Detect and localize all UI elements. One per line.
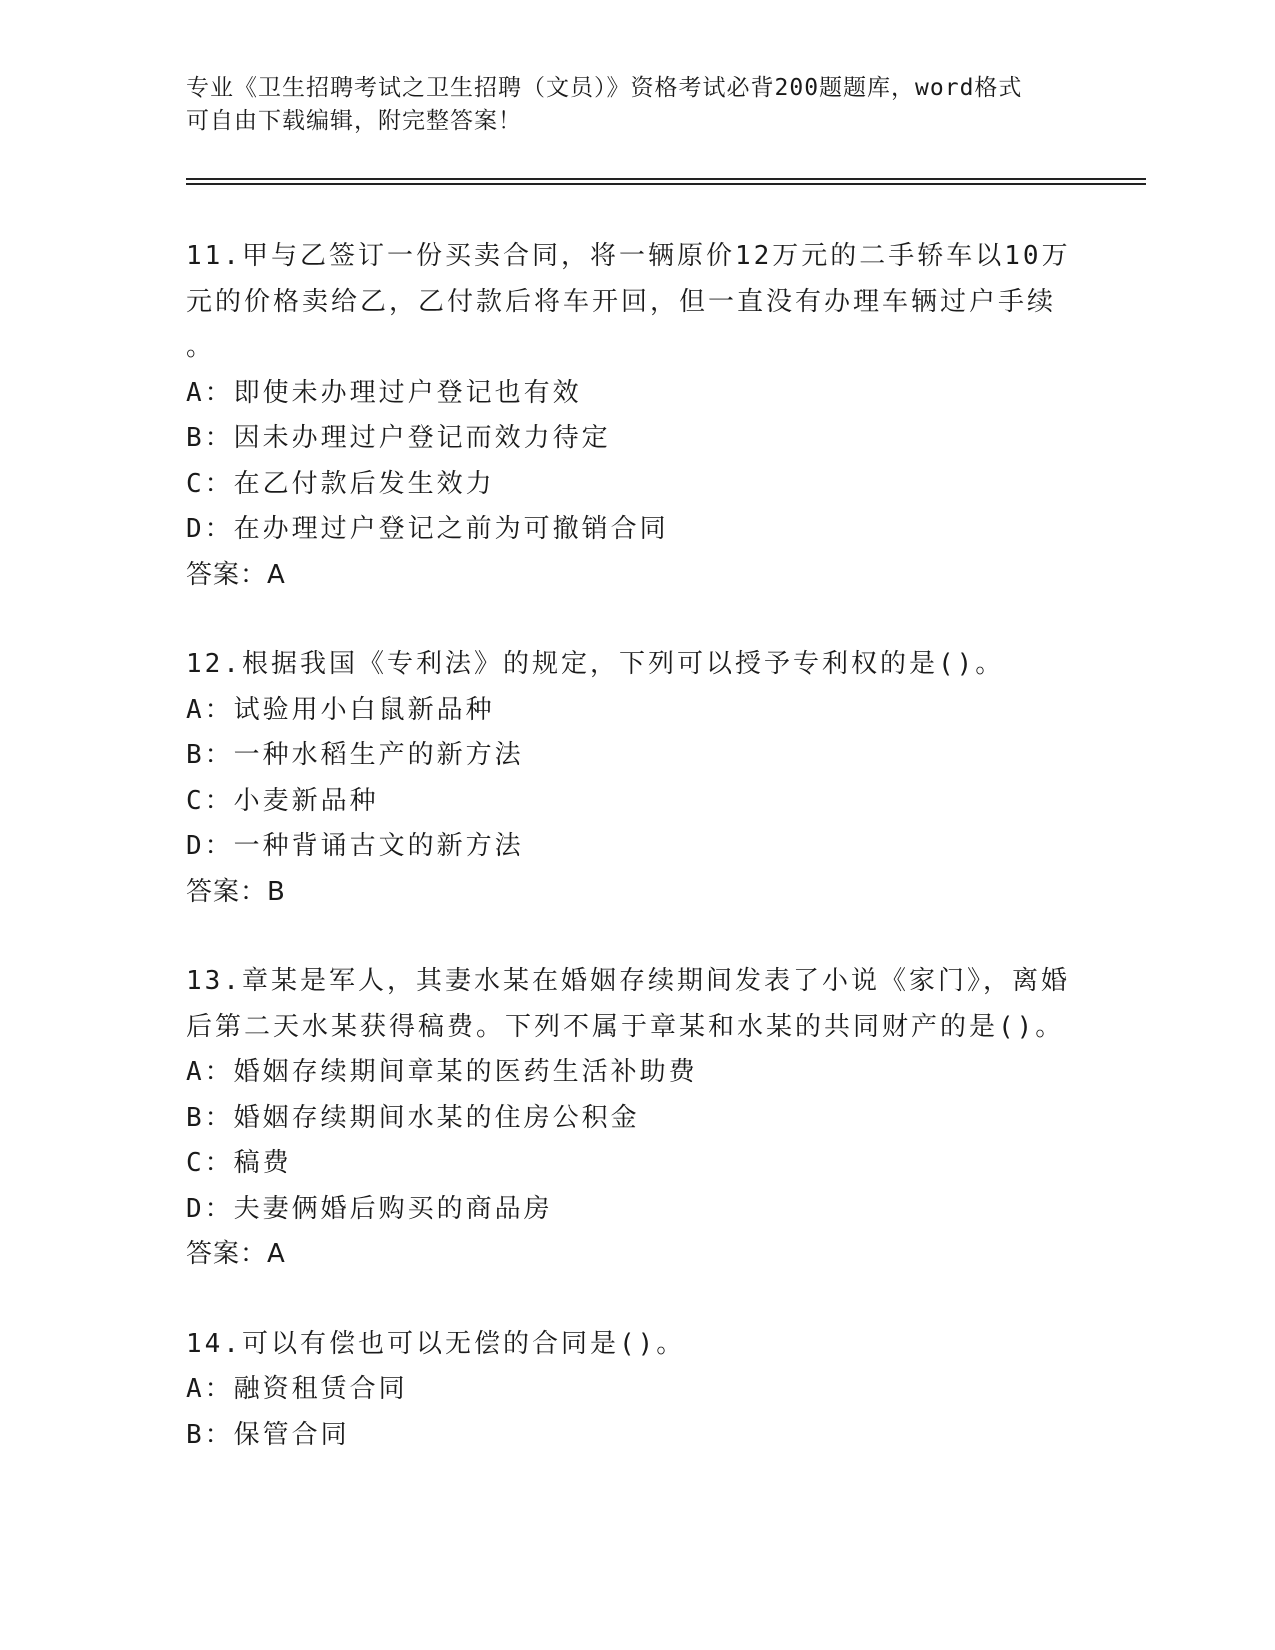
header-line-2: 可自由下载编辑，附完整答案！ <box>186 108 522 134</box>
question-11 <box>186 234 1086 598</box>
header-divider-top <box>186 178 1146 180</box>
header-divider-bottom <box>186 183 1146 185</box>
question-13 <box>186 959 1086 1278</box>
option-b: B：婚姻存续期间水某的住房公积金 <box>186 1102 640 1133</box>
question-14 <box>186 1322 1086 1459</box>
option-d: D：一种背诵古文的新方法 <box>186 831 524 861</box>
answer-label: 答案：B <box>186 876 286 907</box>
option-a: A：试验用小白鼠新品种 <box>186 694 495 725</box>
option-c: C：小麦新品种 <box>186 785 379 816</box>
question-stem-line: 14.可以有偿也可以无偿的合同是()。 <box>186 1328 686 1359</box>
question-stem-line: 11.甲与乙签订一份买卖合同，将一辆原价12万元的二手轿车以10万 <box>186 241 1071 271</box>
question-stem-line: 12.根据我国《专利法》的规定，下列可以授予专利权的是()。 <box>186 649 1005 679</box>
question-list <box>186 234 1086 1502</box>
option-a: A：即使未办理过户登记也有效 <box>186 377 582 408</box>
option-b: B：因未办理过户登记而效力待定 <box>186 423 611 453</box>
option-c: C：稿费 <box>186 1148 292 1178</box>
option-d: D：夫妻俩婚后购买的商品房 <box>186 1193 553 1224</box>
question-stem-line: 后第二天水某获得稿费。下列不属于章某和水某的共同财产的是()。 <box>186 1011 1065 1042</box>
option-a: A：融资租赁合同 <box>186 1374 408 1404</box>
answer-label: 答案：A <box>186 559 286 590</box>
document-header <box>186 72 1086 138</box>
option-c: C：在乙付款后发生效力 <box>186 468 495 499</box>
option-b: B：保管合同 <box>186 1419 350 1450</box>
question-stem-line: 。 <box>186 332 216 362</box>
question-stem-line: 元的价格卖给乙，乙付款后将车开回，但一直没有办理车辆过户手续 <box>186 286 1057 317</box>
answer-label: 答案：A <box>186 1239 286 1269</box>
question-12 <box>186 642 1086 915</box>
option-d: D：在办理过户登记之前为可撤销合同 <box>186 514 669 544</box>
header-line-1: 专业《卫生招聘考试之卫生招聘（文员）》资格考试必背200题题库，word格式 <box>186 75 1023 101</box>
option-a: A：婚姻存续期间章某的医药生活补助费 <box>186 1057 698 1087</box>
option-b: B：一种水稻生产的新方法 <box>186 740 524 770</box>
question-stem-line: 13.章某是军人，其妻水某在婚姻存续期间发表了小说《家门》，离婚 <box>186 966 1070 996</box>
